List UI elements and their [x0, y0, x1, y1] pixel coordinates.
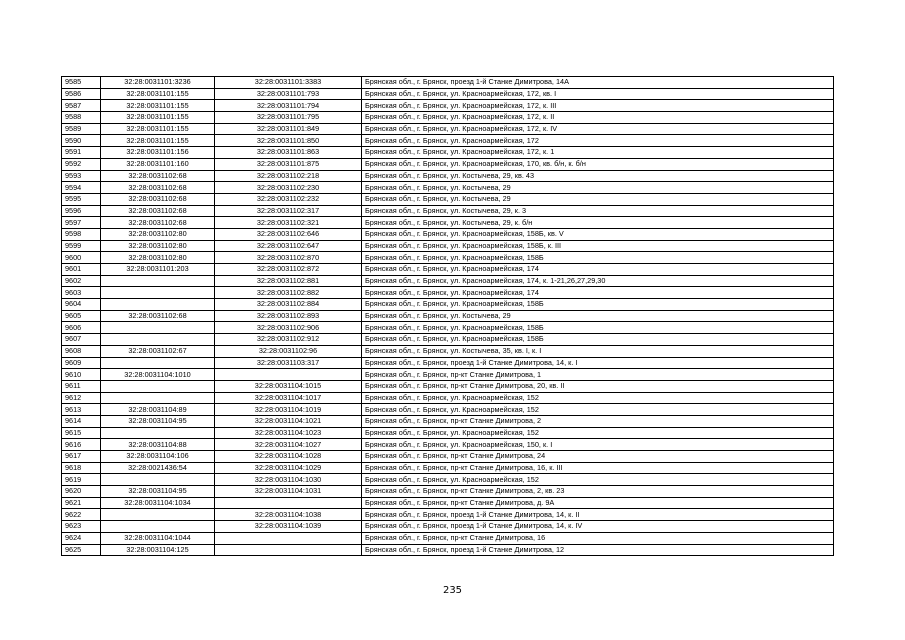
address-cell: Брянская обл., г. Брянск, проезд 1-й Станке Димитрова, 14А	[362, 77, 834, 89]
table-row	[62, 357, 834, 369]
address-cell: Брянская обл., г. Брянск, ул. Красноармейская, 158Б	[362, 299, 834, 311]
parent-cadastral-number-cell: 32:28:0031101:155	[101, 112, 215, 124]
cadastral-number-cell: 32:28:0031101:794	[215, 100, 362, 112]
table-row	[62, 415, 834, 427]
cadastral-number-cell: 32:28:0031102:232	[215, 193, 362, 205]
table-body	[62, 77, 834, 556]
table-row	[62, 158, 834, 170]
parent-cadastral-number-cell	[101, 427, 215, 439]
cadastral-number-cell: 32:28:0031101:849	[215, 123, 362, 135]
page-number: 235	[442, 585, 463, 596]
address-cell: Брянская обл., г. Брянск, ул. Красноармейская, 174	[362, 287, 834, 299]
row-number-cell: 9604	[62, 299, 101, 311]
row-number-cell: 9610	[62, 369, 101, 381]
row-number-cell: 9621	[62, 497, 101, 509]
parent-cadastral-number-cell: 32:28:0031102:67	[101, 345, 215, 357]
table-row	[62, 532, 834, 544]
parent-cadastral-number-cell: 32:28:0031101:155	[101, 100, 215, 112]
cadastral-number-cell: 32:28:0031101:863	[215, 147, 362, 159]
address-cell: Брянская обл., г. Брянск, ул. Красноармейская, 172, к. 1	[362, 147, 834, 159]
row-number-cell: 9587	[62, 100, 101, 112]
cadastral-number-cell: 32:28:0031102:906	[215, 322, 362, 334]
row-number-cell: 9601	[62, 264, 101, 276]
table-row	[62, 240, 834, 252]
parent-cadastral-number-cell: 32:28:0031101:156	[101, 147, 215, 159]
address-cell: Брянская обл., г. Брянск, ул. Красноармейская, 170, кв. б/н, к. б/н	[362, 158, 834, 170]
parent-cadastral-number-cell: 32:28:0031102:68	[101, 310, 215, 322]
table-row	[62, 77, 834, 89]
table-row	[62, 299, 834, 311]
parent-cadastral-number-cell: 32:28:0031101:155	[101, 123, 215, 135]
table-row	[62, 521, 834, 533]
address-cell: Брянская обл., г. Брянск, ул. Красноармейская, 158Б	[362, 334, 834, 346]
cadastral-number-cell: 32:28:0031104:1031	[215, 486, 362, 498]
table-row	[62, 205, 834, 217]
table-row	[62, 486, 834, 498]
cadastral-number-cell	[215, 497, 362, 509]
table-row	[62, 497, 834, 509]
parent-cadastral-number-cell: 32:28:0031102:68	[101, 182, 215, 194]
parent-cadastral-number-cell	[101, 322, 215, 334]
address-cell: Брянская обл., г. Брянск, ул. Красноармейская, 172, кв. I	[362, 88, 834, 100]
table-row	[62, 451, 834, 463]
table-row	[62, 322, 834, 334]
cadastral-number-cell: 32:28:0031102:647	[215, 240, 362, 252]
cadastral-number-cell: 32:28:0031101:793	[215, 88, 362, 100]
table-row	[62, 310, 834, 322]
row-number-cell: 9609	[62, 357, 101, 369]
parent-cadastral-number-cell	[101, 357, 215, 369]
table-row	[62, 112, 834, 124]
cadastral-number-cell: 32:28:0031104:1023	[215, 427, 362, 439]
row-number-cell: 9594	[62, 182, 101, 194]
cadastral-number-cell: 32:28:0031102:893	[215, 310, 362, 322]
cadastral-number-cell: 32:28:0031104:1021	[215, 415, 362, 427]
cadastral-number-cell: 32:28:0031102:884	[215, 299, 362, 311]
cadastral-number-cell: 32:28:0031104:1029	[215, 462, 362, 474]
row-number-cell: 9608	[62, 345, 101, 357]
parent-cadastral-number-cell: 32:28:0031104:1010	[101, 369, 215, 381]
row-number-cell: 9596	[62, 205, 101, 217]
parent-cadastral-number-cell: 32:28:0031104:95	[101, 486, 215, 498]
address-cell: Брянская обл., г. Брянск, ул. Красноармейская, 158Б, к. III	[362, 240, 834, 252]
table-row	[62, 392, 834, 404]
address-cell: Брянская обл., г. Брянск, ул. Красноармейская, 150, к. I	[362, 439, 834, 451]
row-number-cell: 9616	[62, 439, 101, 451]
cadastral-number-cell: 32:28:0031102:872	[215, 264, 362, 276]
row-number-cell: 9597	[62, 217, 101, 229]
cadastral-number-cell: 32:28:0031102:882	[215, 287, 362, 299]
cadastral-number-cell	[215, 369, 362, 381]
cadastral-number-cell: 32:28:0031104:1027	[215, 439, 362, 451]
row-number-cell: 9592	[62, 158, 101, 170]
cadastral-number-cell	[215, 544, 362, 556]
address-cell: Брянская обл., г. Брянск, ул. Красноармейская, 152	[362, 392, 834, 404]
table-row	[62, 252, 834, 264]
parent-cadastral-number-cell: 32:28:0031101:160	[101, 158, 215, 170]
cadastral-number-cell: 32:28:0031102:870	[215, 252, 362, 264]
parent-cadastral-number-cell: 32:28:0031102:68	[101, 205, 215, 217]
parent-cadastral-number-cell: 32:28:0031101:203	[101, 264, 215, 276]
table-row	[62, 123, 834, 135]
parent-cadastral-number-cell: 32:28:0031104:1044	[101, 532, 215, 544]
cadastral-number-cell: 32:28:0031104:1038	[215, 509, 362, 521]
parent-cadastral-number-cell	[101, 392, 215, 404]
row-number-cell: 9585	[62, 77, 101, 89]
parent-cadastral-number-cell: 32:28:0031104:106	[101, 451, 215, 463]
cadastral-number-cell: 32:28:0031102:96	[215, 345, 362, 357]
row-number-cell: 9618	[62, 462, 101, 474]
table-row	[62, 380, 834, 392]
row-number-cell: 9595	[62, 193, 101, 205]
cadastral-table	[61, 76, 834, 556]
address-cell: Брянская обл., г. Брянск, ул. Красноармейская, 158Б	[362, 252, 834, 264]
address-cell: Брянская обл., г. Брянск, проезд 1-й Станке Димитрова, 14, к. II	[362, 509, 834, 521]
address-cell: Брянская обл., г. Брянск, ул. Красноармейская, 152	[362, 474, 834, 486]
address-cell: Брянская обл., г. Брянск, ул. Костычева, 29, к. 3	[362, 205, 834, 217]
row-number-cell: 9593	[62, 170, 101, 182]
address-cell: Брянская обл., г. Брянск, проезд 1-й Станке Димитрова, 12	[362, 544, 834, 556]
row-number-cell: 9620	[62, 486, 101, 498]
row-number-cell: 9611	[62, 380, 101, 392]
table-row	[62, 427, 834, 439]
parent-cadastral-number-cell: 32:28:0031104:125	[101, 544, 215, 556]
address-cell: Брянская обл., г. Брянск, ул. Костычева, 29, кв. 43	[362, 170, 834, 182]
table-row	[62, 345, 834, 357]
address-cell: Брянская обл., г. Брянск, пр-кт Станке Димитрова, 20, кв. II	[362, 380, 834, 392]
parent-cadastral-number-cell	[101, 287, 215, 299]
table-row	[62, 100, 834, 112]
parent-cadastral-number-cell: 32:28:0031102:68	[101, 217, 215, 229]
address-cell: Брянская обл., г. Брянск, ул. Костычева, 29	[362, 182, 834, 194]
cadastral-number-cell: 32:28:0031102:321	[215, 217, 362, 229]
parent-cadastral-number-cell: 32:28:0031101:3236	[101, 77, 215, 89]
row-number-cell: 9591	[62, 147, 101, 159]
address-cell: Брянская обл., г. Брянск, пр-кт Станке Димитрова, 2	[362, 415, 834, 427]
row-number-cell: 9598	[62, 228, 101, 240]
cadastral-number-cell: 32:28:0031102:218	[215, 170, 362, 182]
address-cell: Брянская обл., г. Брянск, ул. Костычева, 35, кв. I, к. I	[362, 345, 834, 357]
row-number-cell: 9606	[62, 322, 101, 334]
parent-cadastral-number-cell: 32:28:0021436:54	[101, 462, 215, 474]
parent-cadastral-number-cell	[101, 299, 215, 311]
row-number-cell: 9614	[62, 415, 101, 427]
table-row	[62, 147, 834, 159]
parent-cadastral-number-cell: 32:28:0031102:80	[101, 228, 215, 240]
address-cell: Брянская обл., г. Брянск, пр-кт Станке Димитрова, д. 9А	[362, 497, 834, 509]
parent-cadastral-number-cell: 32:28:0031104:88	[101, 439, 215, 451]
cadastral-number-cell: 32:28:0031104:1015	[215, 380, 362, 392]
address-cell: Брянская обл., г. Брянск, ул. Красноармейская, 172, к. IV	[362, 123, 834, 135]
parent-cadastral-number-cell: 32:28:0031104:1034	[101, 497, 215, 509]
address-cell: Брянская обл., г. Брянск, ул. Красноармейская, 172, к. III	[362, 100, 834, 112]
row-number-cell: 9613	[62, 404, 101, 416]
parent-cadastral-number-cell: 32:28:0031102:80	[101, 240, 215, 252]
table-row	[62, 439, 834, 451]
row-number-cell: 9615	[62, 427, 101, 439]
parent-cadastral-number-cell: 32:28:0031101:155	[101, 135, 215, 147]
row-number-cell: 9612	[62, 392, 101, 404]
row-number-cell: 9589	[62, 123, 101, 135]
table-row	[62, 369, 834, 381]
row-number-cell: 9625	[62, 544, 101, 556]
address-cell: Брянская обл., г. Брянск, ул. Красноармейская, 172, к. II	[362, 112, 834, 124]
row-number-cell: 9623	[62, 521, 101, 533]
cadastral-number-cell: 32:28:0031103:317	[215, 357, 362, 369]
row-number-cell: 9624	[62, 532, 101, 544]
cadastral-number-cell: 32:28:0031102:317	[215, 205, 362, 217]
row-number-cell: 9602	[62, 275, 101, 287]
table-row	[62, 217, 834, 229]
table-row	[62, 474, 834, 486]
table-row	[62, 462, 834, 474]
table-row	[62, 275, 834, 287]
address-cell: Брянская обл., г. Брянск, ул. Красноармейская, 174, к. 1-21,26,27,29,30	[362, 275, 834, 287]
parent-cadastral-number-cell	[101, 521, 215, 533]
parent-cadastral-number-cell: 32:28:0031101:155	[101, 88, 215, 100]
row-number-cell: 9600	[62, 252, 101, 264]
cadastral-number-cell: 32:28:0031101:875	[215, 158, 362, 170]
parent-cadastral-number-cell	[101, 275, 215, 287]
table-row	[62, 228, 834, 240]
cadastral-number-cell: 32:28:0031101:850	[215, 135, 362, 147]
address-cell: Брянская обл., г. Брянск, проезд 1-й Станке Димитрова, 14, к. I	[362, 357, 834, 369]
cadastral-number-cell: 32:28:0031102:646	[215, 228, 362, 240]
address-cell: Брянская обл., г. Брянск, ул. Красноармейская, 172	[362, 135, 834, 147]
table-row	[62, 509, 834, 521]
parent-cadastral-number-cell	[101, 380, 215, 392]
cadastral-number-cell: 32:28:0031104:1039	[215, 521, 362, 533]
cadastral-number-cell: 32:28:0031101:795	[215, 112, 362, 124]
row-number-cell: 9619	[62, 474, 101, 486]
cadastral-number-cell: 32:28:0031104:1017	[215, 392, 362, 404]
cadastral-number-cell: 32:28:0031102:881	[215, 275, 362, 287]
parent-cadastral-number-cell: 32:28:0031102:68	[101, 193, 215, 205]
table-row	[62, 404, 834, 416]
row-number-cell: 9586	[62, 88, 101, 100]
row-number-cell: 9590	[62, 135, 101, 147]
address-cell: Брянская обл., г. Брянск, пр-кт Станке Димитрова, 2, кв. 23	[362, 486, 834, 498]
parent-cadastral-number-cell: 32:28:0031102:80	[101, 252, 215, 264]
parent-cadastral-number-cell	[101, 334, 215, 346]
table-row	[62, 264, 834, 276]
table-row	[62, 334, 834, 346]
parent-cadastral-number-cell	[101, 474, 215, 486]
row-number-cell: 9607	[62, 334, 101, 346]
address-cell: Брянская обл., г. Брянск, ул. Костычева, 29	[362, 193, 834, 205]
parent-cadastral-number-cell: 32:28:0031104:89	[101, 404, 215, 416]
row-number-cell: 9622	[62, 509, 101, 521]
table-row	[62, 88, 834, 100]
parent-cadastral-number-cell	[101, 509, 215, 521]
row-number-cell: 9588	[62, 112, 101, 124]
cadastral-number-cell	[215, 532, 362, 544]
cadastral-number-cell: 32:28:0031101:3383	[215, 77, 362, 89]
table-row	[62, 135, 834, 147]
address-cell: Брянская обл., г. Брянск, пр-кт Станке Димитрова, 16, к. III	[362, 462, 834, 474]
parent-cadastral-number-cell: 32:28:0031102:68	[101, 170, 215, 182]
address-cell: Брянская обл., г. Брянск, ул. Красноармейская, 152	[362, 404, 834, 416]
cadastral-number-cell: 32:28:0031104:1028	[215, 451, 362, 463]
table-row	[62, 287, 834, 299]
address-cell: Брянская обл., г. Брянск, ул. Красноармейская, 174	[362, 264, 834, 276]
address-cell: Брянская обл., г. Брянск, ул. Красноармейская, 158Б	[362, 322, 834, 334]
address-cell: Брянская обл., г. Брянск, проезд 1-й Станке Димитрова, 14, к. IV	[362, 521, 834, 533]
row-number-cell: 9599	[62, 240, 101, 252]
address-cell: Брянская обл., г. Брянск, ул. Красноармейская, 152	[362, 427, 834, 439]
cadastral-number-cell: 32:28:0031104:1019	[215, 404, 362, 416]
cadastral-number-cell: 32:28:0031104:1030	[215, 474, 362, 486]
cadastral-number-cell: 32:28:0031102:230	[215, 182, 362, 194]
table-row	[62, 170, 834, 182]
cadastral-number-cell: 32:28:0031102:912	[215, 334, 362, 346]
address-cell: Брянская обл., г. Брянск, ул. Костычева, 29	[362, 310, 834, 322]
address-cell: Брянская обл., г. Брянск, пр-кт Станке Димитрова, 24	[362, 451, 834, 463]
address-cell: Брянская обл., г. Брянск, ул. Красноармейская, 158Б, кв. V	[362, 228, 834, 240]
table-row	[62, 193, 834, 205]
row-number-cell: 9605	[62, 310, 101, 322]
address-cell: Брянская обл., г. Брянск, пр-кт Станке Димитрова, 1	[362, 369, 834, 381]
table-row	[62, 182, 834, 194]
table-row	[62, 544, 834, 556]
row-number-cell: 9603	[62, 287, 101, 299]
row-number-cell: 9617	[62, 451, 101, 463]
parent-cadastral-number-cell: 32:28:0031104:95	[101, 415, 215, 427]
address-cell: Брянская обл., г. Брянск, ул. Костычева, 29, к. б/н	[362, 217, 834, 229]
address-cell: Брянская обл., г. Брянск, пр-кт Станке Димитрова, 16	[362, 532, 834, 544]
